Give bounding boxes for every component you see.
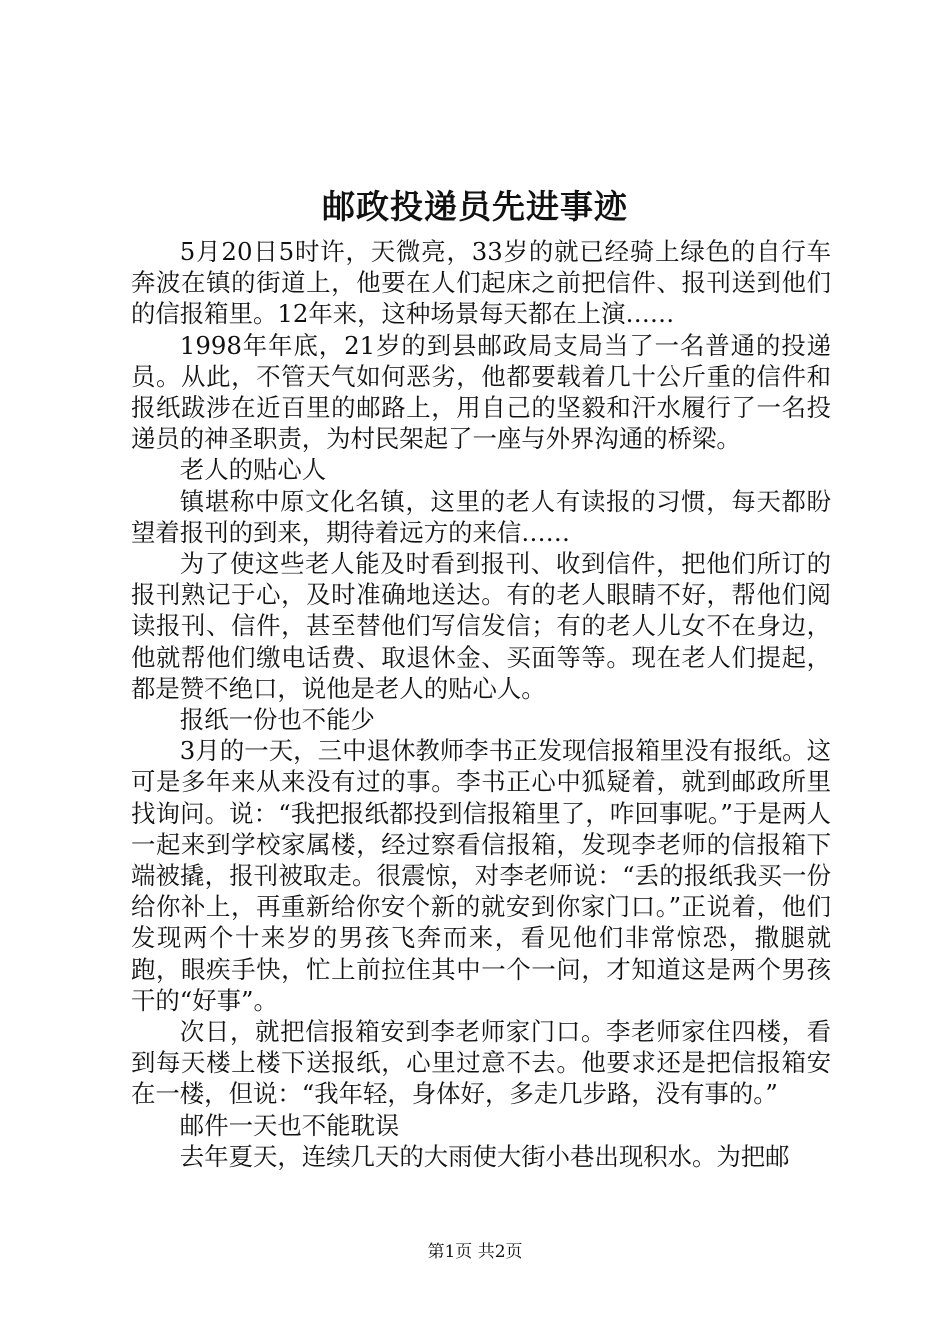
paragraph: 次日，就把信报箱安到李老师家门口。李老师家住四楼，看到每天楼上楼下送报纸，心里过意不去。他要求还是把信报箱安在一楼，但说：“我年轻，身体好，多走几步路，没有事的。” [131,1017,831,1109]
section-heading: 报纸一份也不能少 [179,705,375,735]
document-body [131,236,831,1172]
paragraph: 3月的一天，三中退休教师李书正发现信报箱里没有报纸。这可是多年来从来没有过的事。李书正心中狐疑着，就到邮政所里找询问。说：“我把报纸都投到信报箱里了，咋回事呢。”于是两人一起来到学校家属楼，经过察看信报箱，发现李老师的信报箱下端被撬，报刊被取走。很震惊，对李老师说：“丢的报纸我买一份给你补上，再重新给你安个新的就安到你家门口。”正说着，他们发现两个十来岁的男孩飞奔而来，看见他们非常惊恐，撒腿就跑，眼疾手快，忙上前拉住其中一个一问，才知道这是两个男孩干的“好事”。 [131,736,831,1015]
page-footer: 第1页 共2页 [427,1242,523,1262]
paragraph: 1998年年底，21岁的到县邮政局支局当了一名普通的投递员。从此，不管天气如何恶劣，他都要载着几十公斤重的信件和报纸跋涉在近百里的邮路上，用自己的坚毅和汗水履行了一名投递员的神圣职责，为村民架起了一座与外界沟通的桥梁。 [131,330,831,454]
document-title: 邮政投递员先进事迹 [322,187,628,226]
paragraph: 镇堪称中原文化名镇，这里的老人有读报的习惯，每天都盼望着报刊的到来，期待着远方的来信…… [131,486,831,547]
paragraph: 去年夏天，连续几天的大雨使大街小巷出现积水。为把邮 [179,1141,790,1171]
paragraph: 为了使这些老人能及时看到报刊、收到信件，把他们所订的报刊熟记于心，及时准确地送达。有的老人眼睛不好，帮他们阅读报刊、信件，甚至替他们写信发信；有的老人儿女不在身边，他就帮他们缴电话费、取退休金、买面等等。现在老人们提起，都是赞不绝口，说他是老人的贴心人。 [131,549,831,703]
section-heading: 邮件一天也不能耽误 [179,1110,400,1140]
paragraph: 5月20日5时许，天微亮，33岁的就已经骑上绿色的自行车奔波在镇的街道上，他要在人们起床之前把信件、报刊送到他们的信报箱里。12年来，这种场景每天都在上演…… [131,237,831,329]
section-heading: 老人的贴心人 [179,455,327,485]
